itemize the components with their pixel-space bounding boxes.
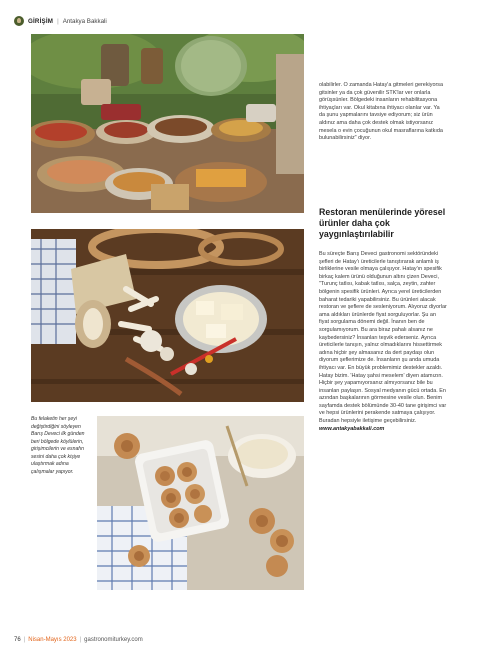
photo-caption: Bu felaketin her şeyi değiştirdiğini söyleyen Barış Deveci ilk günden beri bölgede köylülerin, girişimcilerin ve esnafın sesini daha çok kişiye ulaştırmak adına çalışmalar yapıyor. [31, 416, 85, 475]
cookies-dish-photo [97, 416, 304, 590]
page-header [14, 13, 107, 29]
footer-website[interactable]: gastronomiturkey.com [84, 637, 143, 643]
market-table-photo [31, 34, 304, 213]
article-paragraph-main [319, 251, 447, 591]
issue-date: Nisan-Mayıs 2023 [28, 637, 77, 643]
chef-logo-icon [14, 16, 24, 26]
website-link[interactable]: www.antakyabakkali.com [319, 425, 385, 432]
header-separator: | [57, 17, 59, 25]
page-footer [14, 637, 143, 643]
bread-cheese-photo [31, 229, 304, 402]
footer-separator: | [23, 637, 26, 643]
article-paragraph-top: olabilirler. O zamanda Hatay'a gitmeleri gerekiyorsa gitsinler ya da çok güvenilir STK'lar ver onlarla görüşsünler. Bölgedeki insanların rehabilitasyona ihtiyaçları var. Okul kitabına ihtiyacı olanlar var. Ya da şunu yapmalarını tavsiye ediyorum; siz ürün aldınız ama daha çok destek olmak istiyorsanız mesela o evin çocuğunun okul masraflarına katkıda bulunabilirsiniz" diyor. [319, 82, 444, 142]
section-subtitle: Antakya Bakkali [62, 17, 107, 25]
article-body: Bu süreçte Barış Deveci gastronomi sektöründeki şefleri de Hatay'ı üreticilerle tanıştırarak anlamlı iş birliklerine vesile olmaya çalışıyor. Hatay'ın spesifik birkaç kalem ürünü olduğunun altını çizen Deveci, "Turunç tatlısı, kabak tatlısı, salça, zeytin, zahter bölgenin spesifik ürünleri. Ayrıca yerel üreticilerden baharat tedariki yapabilirsiniz. Bu ürünleri alacak restoran ve şeflere de sesleniyorum. Alıyoruz diyorlar ama aldıkları ürünlerde fiyat sorguluyorlar. Şu an fiyat sorgulama dönemi değil. İnanın ben de sorgulamıyorum. Bu ara biraz pahalı alsanız ne kaybedersiniz? İnsanları teşvik ederseniz. Ayrıca üreticilerle tanışın, yalnız olmadıklarını hissettirmek adına hiçbir şey almasanız da dert paydaşı olun diyorum şeflerimize de. İnsanların şu anda umuda ihtiyacı var. En büyük problemimiz destekler azaldı. Hatay bizim. 'Hatay şahsi meselem' diyen atamızın. Hiçbir şey yapamıyorsanız almıyorsanız bile bu insanları paylaşın. Sosyal medyanın gücü ortada. En azından başkalarının görmesine vesile olun. Benim sayfamda destek bölümünde 30-40 tane girişimci var ve hepsi ürünlerini perakende satmaya çalışıyor. Buradan hepsiyle iletişime geçebilirsiniz. [319, 251, 447, 425]
page-number: 76 [14, 637, 21, 643]
footer-separator-2: | [79, 637, 82, 643]
section-heading: Restoran menülerinde yöresel ürünler daha çok yaygınlaştırılabilir [319, 207, 446, 239]
section-label: GİRİŞİM [28, 17, 54, 25]
